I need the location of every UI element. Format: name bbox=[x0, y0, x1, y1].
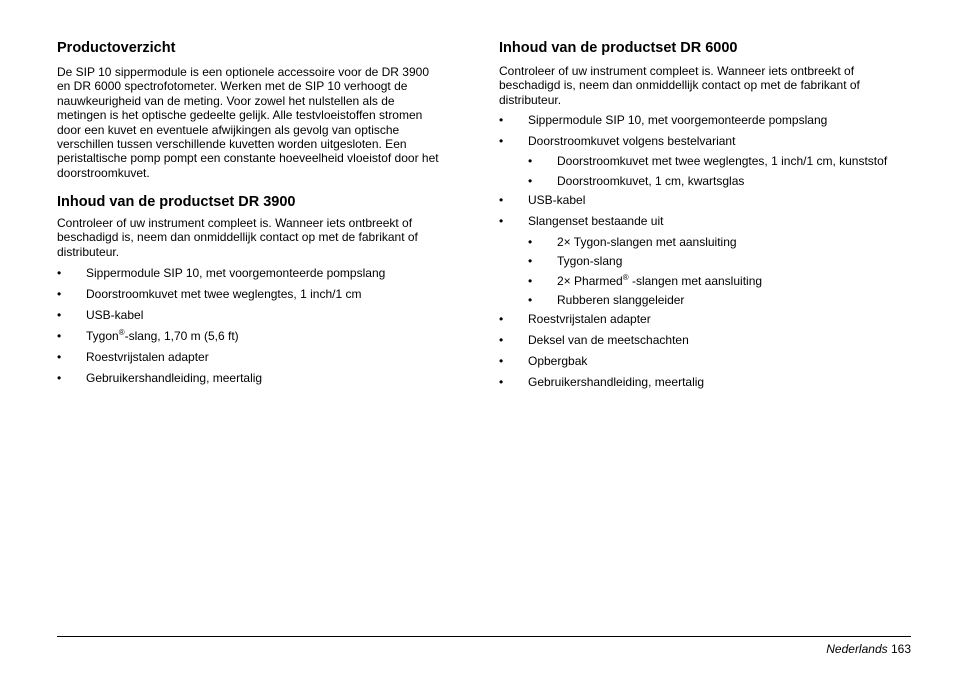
paragraph-line: distributeur. bbox=[499, 92, 562, 107]
paragraph-line: beschadigd is, neem dan onmiddellijk contact op met de fabrikant of bbox=[57, 230, 418, 245]
bullet: • bbox=[499, 312, 504, 326]
section-title-dr6000: Inhoud van de productset DR 6000 bbox=[499, 40, 738, 56]
paragraph-line: Controleer of uw instrument compleet is. Wanneer iets ontbreekt of bbox=[499, 64, 855, 78]
paragraph-line: distributeur. bbox=[57, 244, 120, 259]
bullet: • bbox=[57, 308, 62, 322]
paragraph-line: metingen is het optische gedeelte gelijk. Alle testvloeistoffen stromen bbox=[57, 108, 423, 123]
bullet: • bbox=[57, 287, 62, 301]
bullet: • bbox=[57, 329, 62, 343]
bullet: • bbox=[57, 266, 62, 280]
paragraph-line: peristaltische pomp pompt een constante hoeveelheid vloeistof door het bbox=[57, 151, 439, 166]
dr3900-intro-paragraph bbox=[57, 216, 418, 259]
paragraph-line: verschillen tussen verschillende kuvetten worden uitgesloten. Een bbox=[57, 137, 407, 152]
registered-mark: ® bbox=[622, 273, 629, 282]
dr6000-intro-paragraph bbox=[499, 64, 860, 107]
bullet: • bbox=[57, 350, 62, 364]
bullet: • bbox=[499, 193, 504, 207]
bullet: • bbox=[528, 274, 533, 288]
footer-language: Nederlands bbox=[826, 642, 888, 656]
section-title-dr3900: Inhoud van de productset DR 3900 bbox=[57, 194, 296, 210]
overview-paragraph bbox=[57, 65, 439, 180]
bullet: • bbox=[499, 214, 504, 228]
page-footer bbox=[826, 642, 911, 656]
registered-mark: ® bbox=[118, 328, 125, 337]
paragraph-line: doorstroomkuvet. bbox=[57, 165, 150, 180]
bullet: • bbox=[499, 354, 504, 368]
paragraph-line: Controleer of uw instrument compleet is. Wanneer iets ontbreekt of bbox=[57, 216, 413, 230]
bullet: • bbox=[528, 293, 533, 307]
footer-divider bbox=[57, 636, 911, 637]
bullet: • bbox=[499, 333, 504, 347]
bullet: • bbox=[528, 154, 533, 168]
paragraph-line: nauwkeurigheid van de meting. Voor zowel het nulstellen als de bbox=[57, 93, 395, 108]
bullet: • bbox=[528, 174, 533, 188]
bullet: • bbox=[499, 134, 504, 148]
paragraph-line: door een kuvet en eventuele afwijkingen als gevolg van optische bbox=[57, 122, 400, 137]
bullet: • bbox=[528, 254, 533, 268]
bullet: • bbox=[57, 371, 62, 385]
paragraph-line: De SIP 10 sippermodule is een optionele accessoire voor de DR 3900 bbox=[57, 65, 429, 79]
bullet: • bbox=[499, 375, 504, 389]
paragraph-line: en DR 6000 spectrofotometer. Werken met de SIP 10 verhoogt de bbox=[57, 79, 408, 94]
paragraph-line: beschadigd is, neem dan onmiddellijk contact op met de fabrikant of bbox=[499, 78, 860, 93]
section-title-productoverzicht: Productoverzicht bbox=[57, 40, 176, 56]
bullet: • bbox=[499, 113, 504, 127]
bullet: • bbox=[528, 235, 533, 249]
page-number: 163 bbox=[890, 642, 911, 656]
